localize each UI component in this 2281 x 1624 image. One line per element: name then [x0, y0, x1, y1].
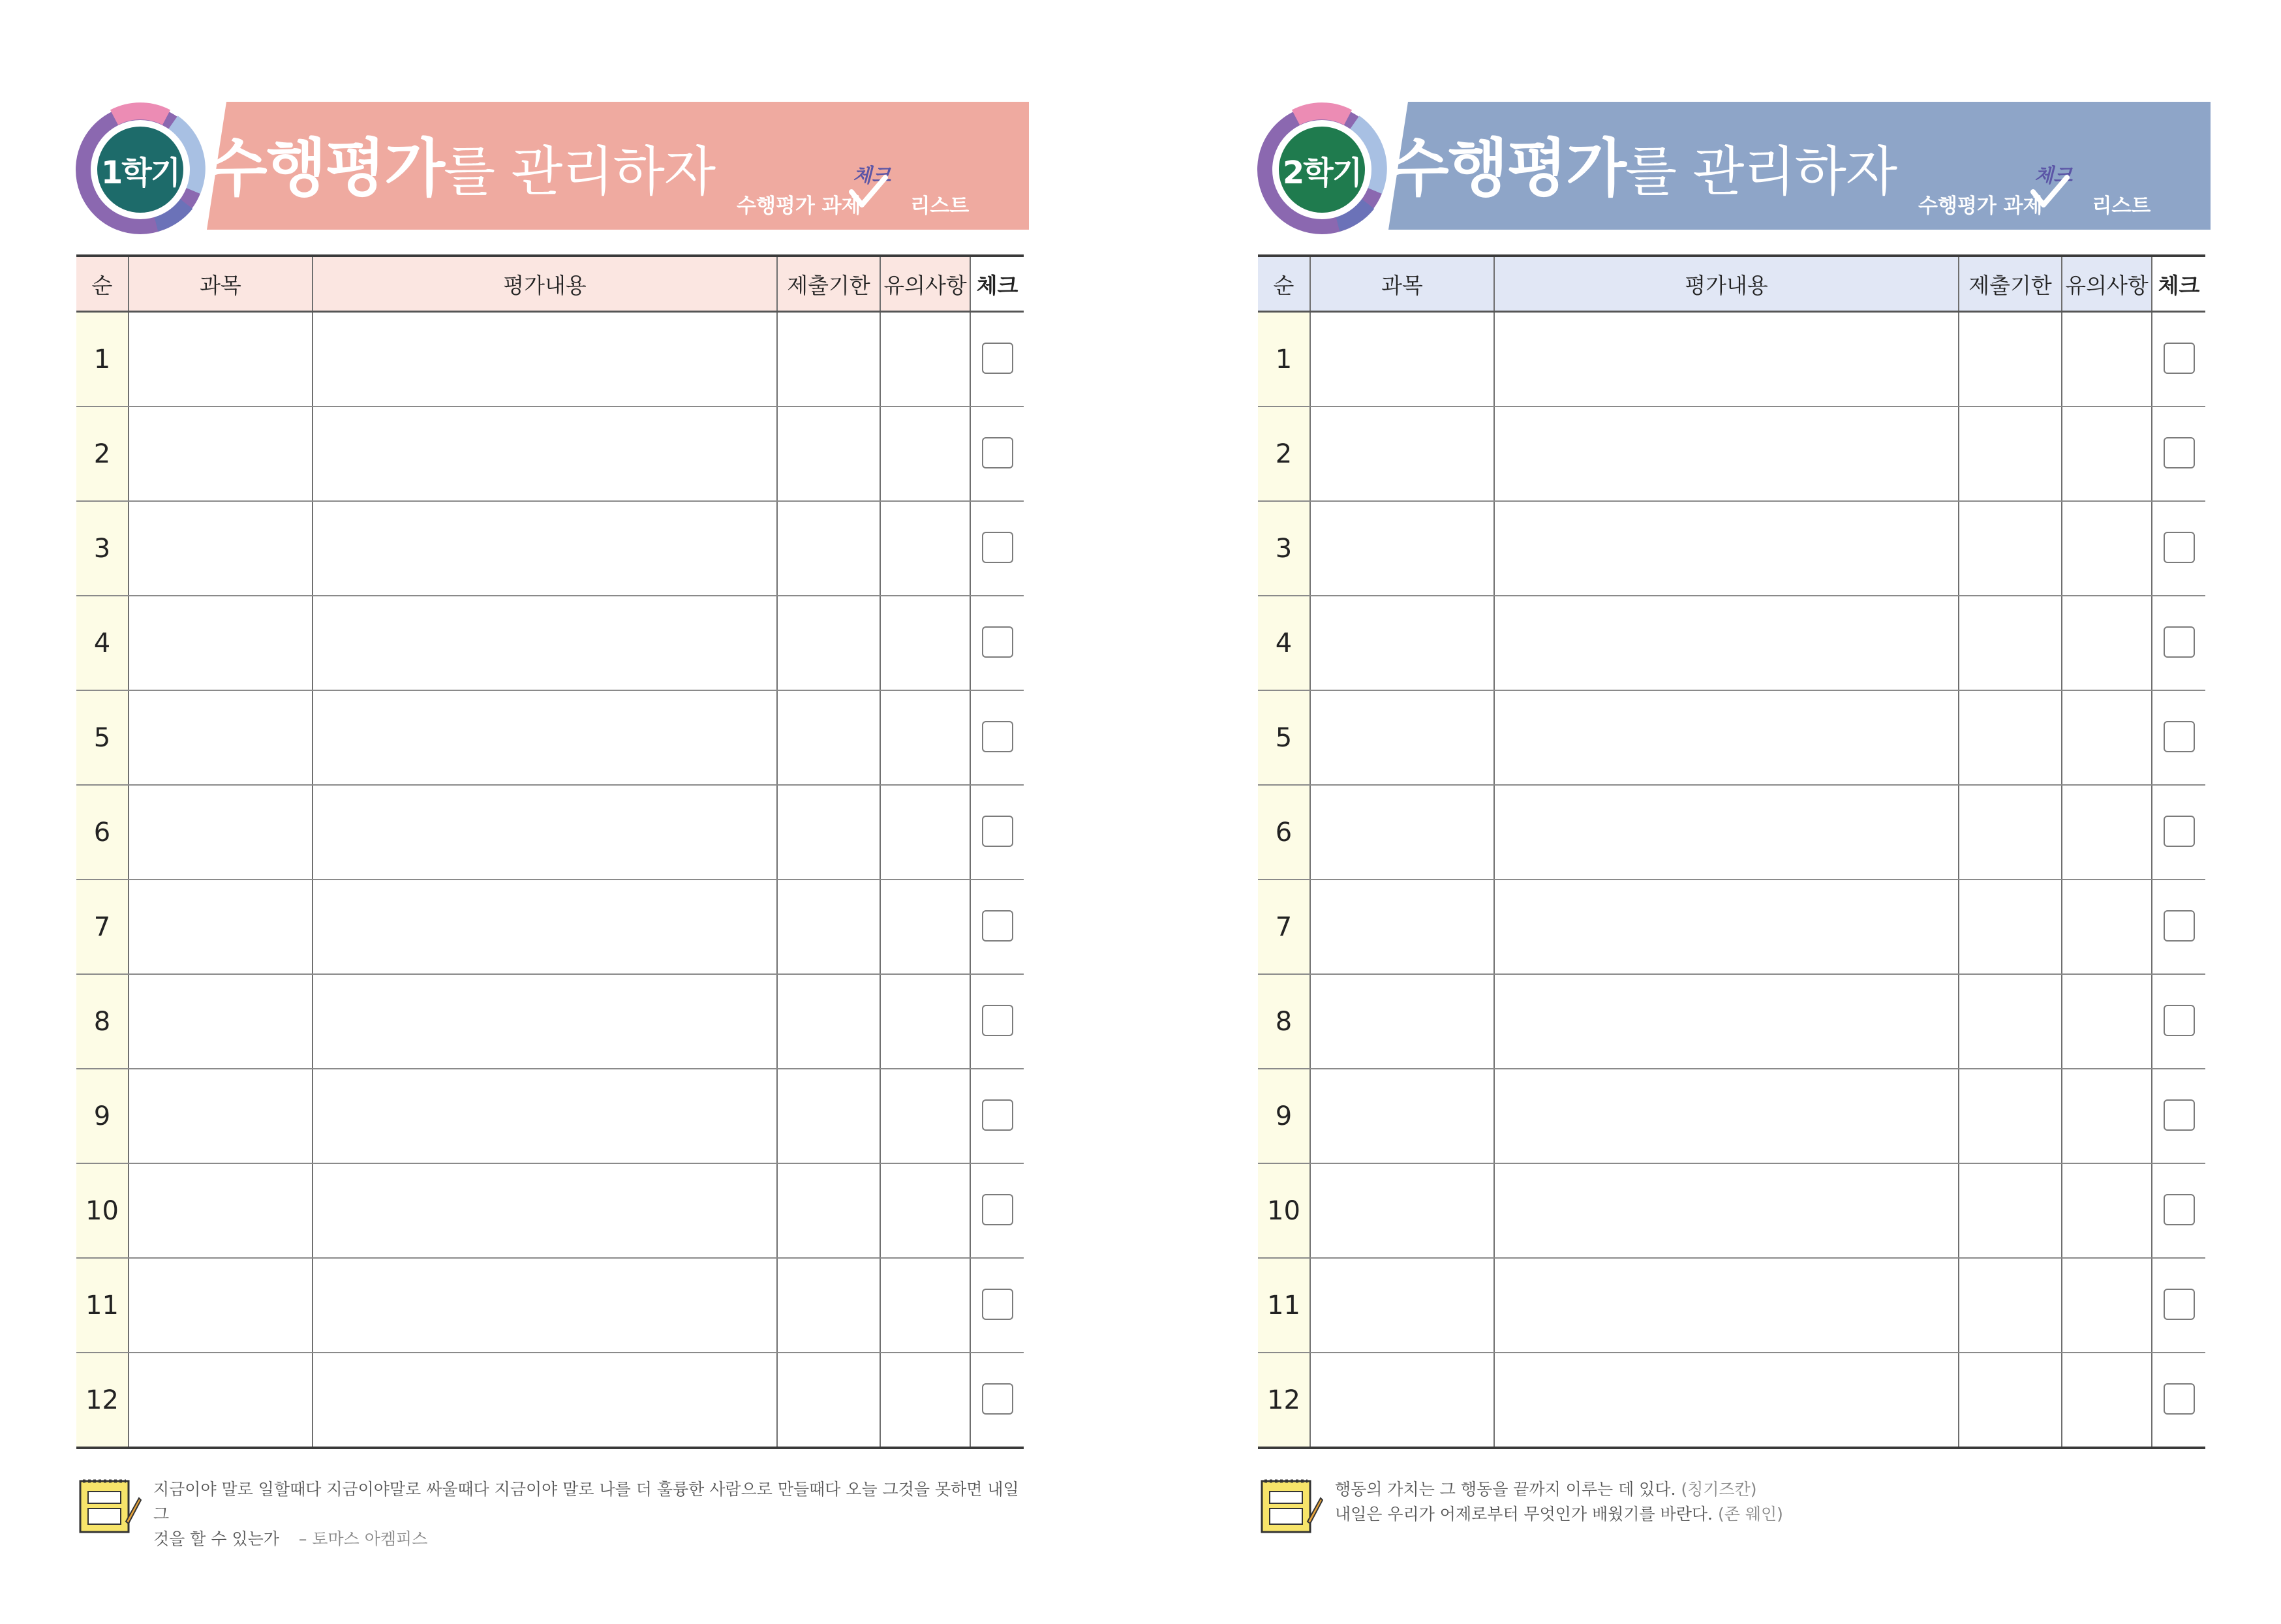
check-cell	[970, 596, 1024, 690]
notes-cell[interactable]	[880, 312, 970, 407]
order-header: 순	[76, 256, 129, 312]
check-cell	[2152, 690, 2205, 785]
subtitle-right: 리스트	[910, 194, 970, 218]
deadline-cell[interactable]	[777, 1258, 880, 1353]
semester-2-sheet	[1258, 0, 2211, 1624]
deadline-cell[interactable]	[1959, 785, 2062, 880]
semester-badge-label: 2학기	[1282, 154, 1362, 191]
subject-cell[interactable]	[129, 501, 313, 596]
notes-header: 유의사항	[2062, 256, 2152, 312]
check-cell	[970, 1163, 1024, 1258]
checkbox[interactable]	[2164, 437, 2195, 468]
header	[1258, 98, 2211, 241]
subject-cell[interactable]	[1310, 690, 1494, 785]
checkbox[interactable]	[982, 343, 1013, 374]
quote-line	[153, 1527, 1029, 1552]
check-cell	[2152, 1353, 2205, 1448]
checkbox[interactable]	[2164, 343, 2195, 374]
notes-cell[interactable]	[880, 1163, 970, 1258]
subject-cell[interactable]	[1310, 974, 1494, 1069]
content-cell[interactable]	[1494, 1258, 1959, 1353]
table-row	[76, 974, 1024, 1069]
content-cell[interactable]	[1494, 501, 1959, 596]
deadline-cell[interactable]	[1959, 690, 2062, 785]
row-number: 11	[1258, 1258, 1310, 1353]
content-cell[interactable]	[313, 974, 777, 1069]
content-header: 평가내용	[313, 256, 777, 312]
table-row	[76, 1258, 1024, 1353]
notes-cell[interactable]	[2062, 1258, 2152, 1353]
notes-cell[interactable]	[2062, 312, 2152, 407]
subtitle-check-word: 체크	[2034, 164, 2072, 187]
deadline-header: 제출기한	[1959, 256, 2062, 312]
semester-1-sheet	[76, 0, 1029, 1624]
quote-line-text: 내일은 우리가 어제로부터 무엇인가 배웠기를 바란다.	[1335, 1505, 1713, 1524]
table-row	[1258, 501, 2205, 596]
table-row	[1258, 880, 2205, 974]
page-title	[1388, 132, 1897, 205]
table-row	[76, 406, 1024, 501]
checkbox[interactable]	[2164, 1099, 2195, 1131]
row-number: 2	[1258, 406, 1310, 501]
content-cell[interactable]	[313, 785, 777, 880]
notes-cell[interactable]	[880, 1353, 970, 1448]
row-number: 6	[76, 785, 129, 880]
check-cell	[2152, 785, 2205, 880]
deadline-cell[interactable]	[1959, 1163, 2062, 1258]
deadline-cell[interactable]	[777, 312, 880, 407]
row-number: 10	[76, 1163, 129, 1258]
deadline-cell[interactable]	[1959, 501, 2062, 596]
quote-author: (존 웨인)	[1717, 1505, 1783, 1524]
notes-cell[interactable]	[880, 1069, 970, 1163]
quote-line-text: 행동의 가치는 그 행동을 끝까지 이루는 데 있다.	[1335, 1480, 1676, 1499]
checklist-table	[76, 254, 1024, 1449]
notes-cell[interactable]	[2062, 690, 2152, 785]
checkbox[interactable]	[982, 816, 1013, 847]
checkbox[interactable]	[982, 1194, 1013, 1225]
quote-line	[153, 1477, 1029, 1527]
subtitle-left: 수행평가 과제	[1918, 194, 2043, 218]
row-number: 11	[76, 1258, 129, 1353]
subtitle-right: 리스트	[2092, 194, 2151, 218]
checkbox[interactable]	[2164, 1289, 2195, 1320]
row-number: 7	[76, 880, 129, 974]
check-cell	[2152, 880, 2205, 974]
check-cell	[970, 312, 1024, 407]
check-cell	[2152, 1069, 2205, 1163]
table-row	[1258, 1353, 2205, 1448]
content-cell[interactable]	[1494, 312, 1959, 407]
checklist-table	[1258, 254, 2205, 1449]
table-row	[1258, 1069, 2205, 1163]
notes-cell[interactable]	[880, 690, 970, 785]
row-number: 4	[76, 596, 129, 690]
deadline-cell[interactable]	[1959, 1069, 2062, 1163]
content-cell[interactable]	[1494, 690, 1959, 785]
check-cell	[970, 1069, 1024, 1163]
row-number: 9	[1258, 1069, 1310, 1163]
subject-cell[interactable]	[1310, 312, 1494, 407]
subject-cell[interactable]	[129, 1258, 313, 1353]
deadline-cell[interactable]	[777, 785, 880, 880]
content-cell[interactable]	[313, 312, 777, 407]
assignment-table	[76, 254, 1024, 1449]
table-row	[76, 880, 1024, 974]
deadline-cell[interactable]	[777, 690, 880, 785]
deadline-cell[interactable]	[1959, 312, 2062, 407]
row-number: 4	[1258, 596, 1310, 690]
notes-cell[interactable]	[2062, 501, 2152, 596]
checkbox[interactable]	[982, 1005, 1013, 1036]
semester-badge	[69, 98, 212, 241]
notes-header: 유의사항	[880, 256, 970, 312]
subject-cell[interactable]	[129, 880, 313, 974]
content-cell[interactable]	[313, 1353, 777, 1448]
deadline-cell[interactable]	[777, 1353, 880, 1448]
quote-section	[1258, 1476, 2211, 1535]
deadline-cell[interactable]	[1959, 1353, 2062, 1448]
table-row	[1258, 406, 2205, 501]
deadline-cell[interactable]	[1959, 1258, 2062, 1353]
checkbox[interactable]	[982, 1099, 1013, 1131]
table-row	[1258, 1163, 2205, 1258]
quote-line-text: 지금이야 말로 일할때다 지금이야말로 싸울때다 지금이야 말로 나를 더 훌륭한 사람으로 만들때다 오늘 그것을 못하면 내일 그	[153, 1480, 1019, 1524]
check-cell	[2152, 974, 2205, 1069]
check-cell	[970, 1353, 1024, 1448]
table-row	[1258, 974, 2205, 1069]
checkmark-icon	[848, 172, 888, 213]
subject-cell[interactable]	[129, 690, 313, 785]
row-number: 8	[1258, 974, 1310, 1069]
subtitle	[1918, 164, 2151, 219]
deadline-cell[interactable]	[1959, 974, 2062, 1069]
content-cell[interactable]	[1494, 880, 1959, 974]
row-number: 3	[76, 501, 129, 596]
checkbox[interactable]	[982, 626, 1013, 658]
quote-text	[1335, 1477, 2211, 1527]
quote-line	[1335, 1502, 2211, 1527]
checkbox[interactable]	[982, 721, 1013, 752]
checkbox[interactable]	[2164, 626, 2195, 658]
check-cell	[970, 974, 1024, 1069]
deadline-cell[interactable]	[777, 1069, 880, 1163]
content-header: 평가내용	[1494, 256, 1959, 312]
subject-cell[interactable]	[1310, 596, 1494, 690]
quote-author: (칭기즈칸)	[1681, 1480, 1757, 1499]
check-cell	[970, 406, 1024, 501]
check-cell	[970, 880, 1024, 974]
table-row	[1258, 785, 2205, 880]
notes-cell[interactable]	[2062, 785, 2152, 880]
header-row	[1258, 256, 2205, 312]
notes-cell[interactable]	[880, 785, 970, 880]
check-cell	[970, 690, 1024, 785]
notes-cell[interactable]	[2062, 1069, 2152, 1163]
row-number: 8	[76, 974, 129, 1069]
deadline-cell[interactable]	[1959, 880, 2062, 974]
check-cell	[2152, 1163, 2205, 1258]
header-row	[76, 256, 1024, 312]
subject-header: 과목	[129, 256, 313, 312]
quote-section	[76, 1476, 1029, 1548]
deadline-cell[interactable]	[777, 880, 880, 974]
content-cell[interactable]	[1494, 1163, 1959, 1258]
check-cell	[970, 501, 1024, 596]
content-cell[interactable]	[313, 501, 777, 596]
notes-cell[interactable]	[2062, 1163, 2152, 1258]
table-row	[76, 1353, 1024, 1448]
title-rest: 를 관리하자	[1625, 141, 1897, 203]
checkbox[interactable]	[2164, 910, 2195, 942]
check-header: 체크	[970, 256, 1024, 312]
checkbox[interactable]	[982, 532, 1013, 563]
check-header: 체크	[2152, 256, 2205, 312]
row-number: 12	[76, 1353, 129, 1448]
checkbox[interactable]	[2164, 532, 2195, 563]
notes-cell[interactable]	[2062, 880, 2152, 974]
subject-cell[interactable]	[1310, 785, 1494, 880]
deadline-cell[interactable]	[777, 974, 880, 1069]
row-number: 2	[76, 406, 129, 501]
deadline-cell[interactable]	[1959, 596, 2062, 690]
content-cell[interactable]	[313, 596, 777, 690]
content-cell[interactable]	[1494, 785, 1959, 880]
check-cell	[970, 1258, 1024, 1353]
notes-cell[interactable]	[880, 406, 970, 501]
title-rest: 를 관리하자	[443, 141, 716, 203]
row-number: 1	[76, 312, 129, 407]
checkmark-icon	[2029, 172, 2070, 213]
checkbox[interactable]	[2164, 1005, 2195, 1036]
deadline-cell[interactable]	[777, 406, 880, 501]
notes-cell[interactable]	[880, 596, 970, 690]
row-number: 5	[76, 690, 129, 785]
deadline-cell[interactable]	[777, 1163, 880, 1258]
content-cell[interactable]	[1494, 1353, 1959, 1448]
content-cell[interactable]	[313, 690, 777, 785]
checkbox[interactable]	[2164, 1383, 2195, 1415]
row-number: 1	[1258, 312, 1310, 407]
subject-cell[interactable]	[129, 1353, 313, 1448]
checkbox[interactable]	[982, 1383, 1013, 1415]
content-cell[interactable]	[313, 406, 777, 501]
notes-cell[interactable]	[880, 880, 970, 974]
checkbox[interactable]	[982, 910, 1013, 942]
notes-cell[interactable]	[2062, 596, 2152, 690]
table-row	[1258, 596, 2205, 690]
content-cell[interactable]	[1494, 1069, 1959, 1163]
subject-cell[interactable]	[1310, 406, 1494, 501]
row-number: 7	[1258, 880, 1310, 974]
quote-author: – 토마스 아켐피스	[298, 1529, 428, 1548]
semester-badge-label: 1학기	[100, 154, 180, 191]
subtitle	[737, 164, 970, 219]
quote-line-text: 것을 할 수 있는가	[153, 1529, 279, 1548]
table-row	[76, 1163, 1024, 1258]
subject-cell[interactable]	[129, 974, 313, 1069]
subject-cell[interactable]	[129, 596, 313, 690]
check-cell	[2152, 406, 2205, 501]
check-cell	[2152, 312, 2205, 407]
check-cell	[2152, 501, 2205, 596]
subject-cell[interactable]	[1310, 1163, 1494, 1258]
checkbox[interactable]	[982, 1289, 1013, 1320]
table-row	[76, 596, 1024, 690]
order-header: 순	[1258, 256, 1310, 312]
subtitle-left: 수행평가 과제	[737, 194, 861, 218]
checkbox[interactable]	[2164, 816, 2195, 847]
check-cell	[2152, 1258, 2205, 1353]
notes-cell[interactable]	[2062, 1353, 2152, 1448]
table-row	[1258, 1258, 2205, 1353]
row-number: 10	[1258, 1163, 1310, 1258]
notes-cell[interactable]	[880, 974, 970, 1069]
content-cell[interactable]	[1494, 596, 1959, 690]
subject-cell[interactable]	[1310, 880, 1494, 974]
content-cell[interactable]	[313, 1069, 777, 1163]
deadline-header: 제출기한	[777, 256, 880, 312]
deadline-cell[interactable]	[777, 596, 880, 690]
title-bold: 수행평가	[207, 132, 444, 205]
deadline-cell[interactable]	[777, 501, 880, 596]
subject-cell[interactable]	[1310, 1069, 1494, 1163]
content-cell[interactable]	[313, 1163, 777, 1258]
table-row	[76, 1069, 1024, 1163]
table-row	[76, 312, 1024, 407]
checkbox[interactable]	[2164, 1194, 2195, 1225]
subject-cell[interactable]	[129, 312, 313, 407]
subject-cell[interactable]	[1310, 1353, 1494, 1448]
title-bold: 수행평가	[1388, 132, 1625, 205]
row-number: 3	[1258, 501, 1310, 596]
table-row	[76, 690, 1024, 785]
semester-badge	[1250, 98, 1394, 241]
header	[76, 98, 1029, 241]
notebook-pencil-icon	[1258, 1476, 1323, 1535]
check-cell	[970, 785, 1024, 880]
check-cell	[2152, 596, 2205, 690]
quote-line	[1335, 1477, 2211, 1502]
notes-cell[interactable]	[2062, 406, 2152, 501]
content-cell[interactable]	[1494, 974, 1959, 1069]
subject-cell[interactable]	[129, 1069, 313, 1163]
row-number: 9	[76, 1069, 129, 1163]
subject-cell[interactable]	[129, 1163, 313, 1258]
notes-cell[interactable]	[2062, 974, 2152, 1069]
notes-cell[interactable]	[880, 1258, 970, 1353]
subject-cell[interactable]	[1310, 501, 1494, 596]
subject-cell[interactable]	[1310, 1258, 1494, 1353]
table-row	[76, 501, 1024, 596]
content-cell[interactable]	[313, 880, 777, 974]
checkbox[interactable]	[982, 437, 1013, 468]
page-title	[207, 132, 716, 205]
notebook-pencil-icon	[76, 1476, 142, 1535]
notes-cell[interactable]	[880, 501, 970, 596]
subject-cell[interactable]	[129, 785, 313, 880]
table-row	[1258, 312, 2205, 407]
table-row	[1258, 690, 2205, 785]
content-cell[interactable]	[1494, 406, 1959, 501]
assignment-table	[1258, 254, 2205, 1449]
checkbox[interactable]	[2164, 721, 2195, 752]
content-cell[interactable]	[313, 1258, 777, 1353]
row-number: 5	[1258, 690, 1310, 785]
subject-header: 과목	[1310, 256, 1494, 312]
row-number: 12	[1258, 1353, 1310, 1448]
table-row	[76, 785, 1024, 880]
deadline-cell[interactable]	[1959, 406, 2062, 501]
subject-cell[interactable]	[129, 406, 313, 501]
quote-text	[153, 1477, 1029, 1552]
row-number: 6	[1258, 785, 1310, 880]
subtitle-check-word: 체크	[853, 164, 891, 187]
